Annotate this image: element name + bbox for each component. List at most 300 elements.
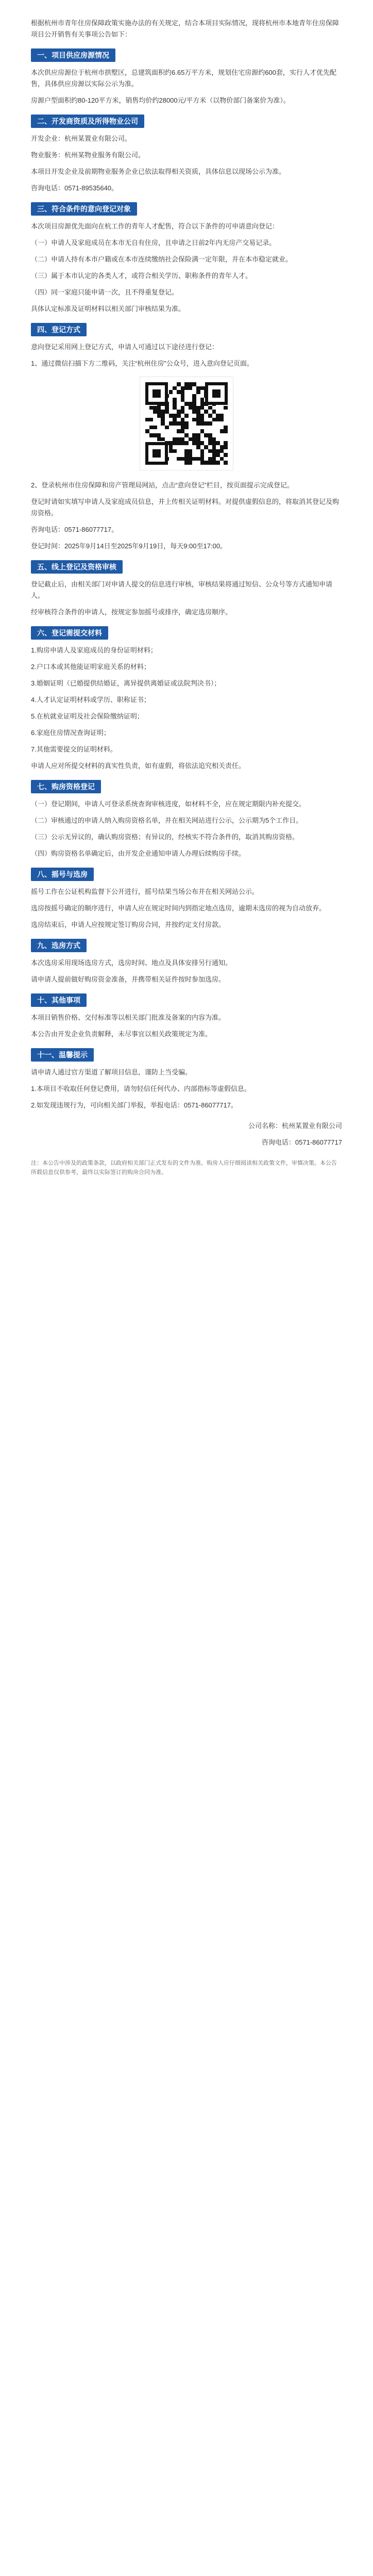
qr-module: [192, 445, 196, 449]
qr-module: [220, 421, 224, 426]
qr-module: [196, 453, 200, 457]
section-3-paragraph: （一）申请人及家庭成员在本市无自有住房，且申请之日前2年内无房产交易记录。: [31, 239, 276, 247]
qr-module: [169, 390, 173, 394]
section-10-paragraph: 本项目销售价格、交付标准等以相关部门批准及备案的内容为准。: [31, 1014, 226, 1021]
qr-module: [169, 406, 173, 410]
qr-module: [189, 394, 193, 398]
qr-module: [149, 418, 154, 422]
qr-module: [184, 418, 189, 422]
qr-module: [200, 437, 205, 442]
qr-module: [169, 461, 173, 465]
qr-module: [161, 433, 165, 437]
qr-module: [177, 429, 181, 433]
qr-module: [173, 386, 177, 390]
qr-module: [204, 429, 208, 433]
qr-module: [208, 461, 212, 465]
section-4-paragraph: 登记时间：2025年9月14日至2025年9月19日，每天9:00至17:00。: [31, 542, 227, 550]
qr-module: [204, 406, 208, 410]
qr-module: [208, 406, 212, 410]
qr-module: [157, 406, 161, 410]
qr-finder-icon: [145, 382, 168, 405]
qr-module: [200, 453, 205, 457]
qr-module: [173, 414, 177, 418]
qr-module: [224, 418, 228, 422]
qr-module: [184, 421, 189, 426]
qr-module: [173, 390, 177, 394]
qr-module: [189, 437, 193, 442]
section-6-paragraph: 3.婚姻证明（已婚提供结婚证，离异提供离婚证或法院判决书）；: [31, 679, 221, 687]
qr-module: [200, 382, 205, 386]
qr-module: [200, 421, 205, 426]
qr-module: [220, 453, 224, 457]
qr-module: [169, 394, 173, 398]
qr-module: [153, 429, 157, 433]
qr-module: [208, 410, 212, 414]
qr-module: [181, 410, 185, 414]
qr-module: [173, 445, 177, 449]
qr-module: [192, 441, 196, 445]
qr-module: [224, 429, 228, 433]
qr-module: [145, 426, 149, 430]
qr-module: [208, 441, 212, 445]
qr-module: [196, 394, 200, 398]
qr-module: [220, 445, 224, 449]
section-8: [31, 868, 342, 881]
section-7: [31, 780, 342, 793]
section-5-title: 五、线上登记及资格审核: [31, 560, 123, 574]
qr-module: [200, 414, 205, 418]
section-6-paragraph: 7.其他需要提交的证明材料。: [31, 745, 117, 753]
qr-module: [208, 457, 212, 461]
qr-module: [149, 421, 154, 426]
qr-module: [184, 402, 189, 406]
qr-module: [145, 437, 149, 442]
qr-module: [192, 406, 196, 410]
qr-module: [200, 457, 205, 461]
qr-module: [224, 461, 228, 465]
section-4-paragraph: 意向登记采用网上登记方式，申请人可通过以下途径进行登记：: [31, 343, 219, 351]
section-6: [31, 626, 342, 640]
qr-module: [224, 445, 228, 449]
qr-module: [204, 449, 208, 453]
qr-module: [208, 433, 212, 437]
qr-module: [192, 418, 196, 422]
qr-module: [181, 402, 185, 406]
qr-module: [149, 429, 154, 433]
qr-module: [208, 453, 212, 457]
qr-module: [189, 445, 193, 449]
qr-module: [169, 445, 173, 449]
qr-module: [200, 406, 205, 410]
qr-module: [177, 386, 181, 390]
section-3-paragraph: （二）申请人持有本市户籍或在本市连续缴纳社会保险满一定年限，并在本市稳定就业。: [31, 255, 293, 263]
section-5: [31, 560, 342, 574]
qr-module: [204, 414, 208, 418]
qr-module: [204, 453, 208, 457]
section-6-paragraph: 6.家庭住房情况查询证明；: [31, 729, 110, 737]
qr-module: [212, 457, 216, 461]
qr-module: [224, 437, 228, 442]
qr-module: [169, 410, 173, 414]
qr-module: [216, 429, 220, 433]
qr-module: [216, 421, 220, 426]
qr-module: [196, 421, 200, 426]
section-1-paragraph: 本次供应房源位于杭州市拱墅区，总建筑面积约6.65万平方米，规划住宅房源约600套，实行人才优先配售，具体供应房源以实际公示为准。: [31, 69, 336, 88]
qr-module: [189, 406, 193, 410]
qr-module: [157, 410, 161, 414]
qr-module: [173, 433, 177, 437]
qr-module: [177, 453, 181, 457]
qr-module: [196, 449, 200, 453]
qr-module: [212, 437, 216, 442]
qr-module: [169, 429, 173, 433]
section-11-paragraph: 1.本项目不收取任何登记费用，请勿轻信任何代办、内部指标等虚假信息。: [31, 1085, 251, 1093]
qr-module: [212, 461, 216, 465]
qr-module: [200, 410, 205, 414]
qr-module: [161, 421, 165, 426]
qr-module: [196, 398, 200, 402]
section-8-paragraph: 选房按摇号确定的顺序进行，申请人应在规定时间内到指定地点选房，逾期未选房的视为自动放弃。: [31, 904, 326, 912]
qr-module: [192, 453, 196, 457]
qr-module: [196, 382, 200, 386]
section-2-paragraph: 开发企业：杭州某置业有限公司。: [31, 135, 132, 142]
qr-module: [169, 418, 173, 422]
qr-module: [192, 429, 196, 433]
qr-module: [157, 414, 161, 418]
qr-module: [196, 426, 200, 430]
qr-module: [192, 437, 196, 442]
qr-module: [165, 421, 169, 426]
qr-module: [177, 394, 181, 398]
qr-module: [165, 414, 169, 418]
qr-module: [181, 453, 185, 457]
qr-module: [189, 398, 193, 402]
qr-module: [173, 426, 177, 430]
qr-module: [157, 429, 161, 433]
section-3: [31, 202, 342, 216]
qr-module: [169, 426, 173, 430]
section-8-paragraph: 摇号工作在公证机构监督下公开进行，摇号结果当场公布并在相关网站公示。: [31, 888, 259, 895]
qr-module: [173, 437, 177, 442]
qr-module: [173, 453, 177, 457]
qr-module: [189, 461, 193, 465]
intro-paragraph: 根据杭州市青年住房保障政策实施办法的有关规定，结合本项目实际情况，现将杭州市本地青年住房保障项目公开销售有关事项公告如下：: [31, 19, 340, 38]
qr-module: [181, 394, 185, 398]
qr-module: [173, 382, 177, 386]
qr-module: [200, 394, 205, 398]
qr-module: [224, 441, 228, 445]
qr-module: [149, 426, 154, 430]
qr-module: [208, 437, 212, 442]
qr-module: [189, 429, 193, 433]
qr-module: [145, 433, 149, 437]
section-9-paragraph: 请申请人提前做好购房资金准备，并携带相关证件按时参加选房。: [31, 975, 226, 983]
section-1-paragraph: 房源户型面积约80-120平方米，销售均价约28000元/平方米（以物价部门备案价为准）。: [31, 96, 290, 104]
section-8-title: 八、摇号与选房: [31, 868, 94, 881]
qr-module: [177, 421, 181, 426]
qr-module: [165, 433, 169, 437]
qr-module: [169, 398, 173, 402]
qr-module: [204, 461, 208, 465]
section-4-paragraph: 登记时请如实填写申请人及家庭成员信息，并上传相关证明材料。对提供虚假信息的，将取消其登记及购房资格。: [31, 498, 340, 517]
qr-module: [173, 418, 177, 422]
qr-module: [153, 433, 157, 437]
qr-module: [189, 433, 193, 437]
qr-module: [196, 429, 200, 433]
qr-module: [196, 461, 200, 465]
qr-module: [181, 433, 185, 437]
qr-module: [177, 398, 181, 402]
section-4-sub-paragraph: 1、通过微信扫描下方二维码，关注“杭州住房”公众号，进入意向登记页面。: [31, 360, 253, 367]
qr-module: [173, 429, 177, 433]
section-2-paragraph: 物业服务：杭州某物业服务有限公司。: [31, 151, 145, 159]
qr-module: [177, 433, 181, 437]
qr-module: [184, 414, 189, 418]
qr-module: [204, 410, 208, 414]
qr-module: [196, 445, 200, 449]
qr-module: [192, 421, 196, 426]
qr-module: [145, 429, 149, 433]
qr-module: [208, 445, 212, 449]
section-6-paragraph: 4.人才认定证明材料或学历、职称证书；: [31, 696, 150, 704]
qr-module: [224, 421, 228, 426]
qr-module: [161, 414, 165, 418]
qr-module: [184, 406, 189, 410]
qr-module: [161, 437, 165, 442]
qr-module: [224, 453, 228, 457]
qr-module: [208, 414, 212, 418]
qr-module: [189, 426, 193, 430]
qr-module: [181, 461, 185, 465]
qr-module: [200, 441, 205, 445]
section-4-title: 四、登记方式: [31, 323, 87, 336]
qr-module: [145, 418, 149, 422]
qr-module: [196, 414, 200, 418]
qr-module: [192, 461, 196, 465]
qr-module: [169, 382, 173, 386]
qr-module: [181, 441, 185, 445]
qr-module: [204, 457, 208, 461]
qr-module: [220, 437, 224, 442]
qr-module: [200, 449, 205, 453]
qr-module: [181, 386, 185, 390]
qr-module: [220, 414, 224, 418]
qr-module: [216, 437, 220, 442]
qr-module: [212, 449, 216, 453]
section-6-paragraph: 1.购房申请人及家庭成员的身份证明材料；: [31, 646, 157, 654]
qr-module: [181, 421, 185, 426]
qr-module: [196, 386, 200, 390]
qr-module: [165, 437, 169, 442]
wechat-qr-code[interactable]: [140, 377, 233, 470]
qr-module: [177, 441, 181, 445]
qr-module: [161, 406, 165, 410]
qr-module: [212, 445, 216, 449]
qr-module: [161, 426, 165, 430]
section-3-paragraph: （四）同一家庭只能申请一次，且不得重复登记。: [31, 288, 179, 296]
qr-module: [189, 386, 193, 390]
qr-finder-icon: [145, 442, 168, 465]
qr-module: [189, 410, 193, 414]
qr-module: [165, 418, 169, 422]
qr-module: [200, 426, 205, 430]
qr-module: [169, 421, 173, 426]
qr-module: [181, 406, 185, 410]
section-3-paragraph: （三）属于本市认定的各类人才，或符合相关学历、职称条件的青年人才。: [31, 272, 252, 280]
qr-module: [181, 426, 185, 430]
qr-module: [196, 418, 200, 422]
qr-module: [173, 461, 177, 465]
qr-module: [196, 406, 200, 410]
qr-module: [184, 386, 189, 390]
qr-module: [145, 410, 149, 414]
qr-module: [212, 410, 216, 414]
qr-module: [204, 437, 208, 442]
qr-module: [161, 429, 165, 433]
qr-module: [212, 414, 216, 418]
qr-module: [153, 414, 157, 418]
qr-module: [212, 406, 216, 410]
section-3-paragraph: 具体认定标准及证明材料以相关部门审核结果为准。: [31, 305, 185, 313]
qr-module: [173, 402, 177, 406]
qr-module: [169, 402, 173, 406]
qr-module: [192, 457, 196, 461]
qr-module: [184, 457, 189, 461]
qr-module: [224, 410, 228, 414]
qr-module: [169, 449, 173, 453]
qr-module: [196, 441, 200, 445]
section-10-paragraph: 本公告由开发企业负责解释，未尽事宜以相关政策规定为准。: [31, 1030, 212, 1038]
section-9: [31, 939, 342, 952]
qr-module: [173, 449, 177, 453]
qr-module: [149, 414, 154, 418]
qr-module: [181, 418, 185, 422]
section-2-paragraph: 咨询电话：0571-89535640。: [31, 184, 118, 192]
qr-module: [196, 410, 200, 414]
qr-module: [184, 453, 189, 457]
qr-module: [224, 406, 228, 410]
qr-module: [184, 390, 189, 394]
qr-module: [192, 414, 196, 418]
qr-module: [224, 449, 228, 453]
qr-module: [181, 398, 185, 402]
section-9-paragraph: 本次选房采用现场选房方式，选房时间、地点及具体安排另行通知。: [31, 959, 232, 967]
intro-block: [31, 18, 342, 40]
qr-module: [196, 390, 200, 394]
qr-module: [177, 390, 181, 394]
qr-module: [216, 453, 220, 457]
qr-module: [216, 461, 220, 465]
section-5-paragraph: 经审核符合条件的申请人，按规定参加摇号或排序，确定选房顺序。: [31, 608, 232, 616]
qr-module: [189, 453, 193, 457]
qr-module: [157, 433, 161, 437]
qr-module: [212, 426, 216, 430]
qr-module: [212, 441, 216, 445]
qr-module: [216, 441, 220, 445]
qr-module: [208, 421, 212, 426]
section-4-paragraph: 咨询电话：0571-86077717。: [31, 526, 118, 533]
qr-module: [181, 382, 185, 386]
qr-module: [177, 406, 181, 410]
qr-module: [204, 433, 208, 437]
qr-module: [189, 418, 193, 422]
section-6-paragraph: 申请人应对所提交材料的真实性负责，如有虚假，将依法追究相关责任。: [31, 762, 246, 770]
qr-module: [220, 449, 224, 453]
qr-module: [165, 429, 169, 433]
qr-module: [189, 414, 193, 418]
qr-module: [177, 426, 181, 430]
section-5-paragraph: 登记截止后，由相关部门对申请人提交的信息进行审核，审核结果将通过短信、公众号等方式通知申请人。: [31, 580, 333, 599]
qr-module: [169, 441, 173, 445]
qr-module: [208, 418, 212, 422]
qr-module: [189, 390, 193, 394]
qr-module: [153, 426, 157, 430]
qr-module: [177, 449, 181, 453]
qr-module: [220, 406, 224, 410]
qr-module: [173, 406, 177, 410]
qr-module: [189, 449, 193, 453]
qr-module: [177, 402, 181, 406]
qr-module: [189, 402, 193, 406]
qr-module: [220, 433, 224, 437]
qr-module: [161, 410, 165, 414]
qr-module: [165, 426, 169, 430]
qr-module: [200, 418, 205, 422]
qr-module: [192, 386, 196, 390]
qr-finder-icon: [205, 382, 228, 405]
qr-module: [189, 457, 193, 461]
qr-module: [169, 386, 173, 390]
qr-module: [192, 394, 196, 398]
qr-module: [224, 414, 228, 418]
qr-module: [177, 382, 181, 386]
section-7-title: 七、购房资格登记: [31, 780, 101, 793]
qr-module: [177, 445, 181, 449]
qr-module: [157, 418, 161, 422]
qr-module: [184, 426, 189, 430]
qr-module: [208, 429, 212, 433]
qr-module: [149, 433, 154, 437]
footer-note: 注：本公告中涉及的政策条款，以政府相关部门正式发布的文件为准。购房人应仔细阅读相关政策文件，审慎决策。本公告所载信息仅供参考，最终以实际签订的购房合同为准。: [31, 1160, 337, 1176]
qr-module: [216, 449, 220, 453]
qr-module: [181, 390, 185, 394]
qr-module: [216, 457, 220, 461]
qr-module: [169, 433, 173, 437]
qr-module: [216, 426, 220, 430]
section-7-paragraph: （二）审核通过的申请人纳入购房资格名单，并在相关网站进行公示，公示期为5个工作日。: [31, 817, 303, 824]
qr-module: [224, 433, 228, 437]
qr-module: [169, 453, 173, 457]
section-11-title: 十一、温馨提示: [31, 1048, 94, 1062]
qr-module: [157, 426, 161, 430]
qr-module: [177, 437, 181, 442]
section-9-title: 九、选房方式: [31, 939, 87, 952]
qr-module: [216, 410, 220, 414]
qr-module: [173, 441, 177, 445]
qr-module: [212, 429, 216, 433]
qr-module: [181, 437, 185, 442]
qr-module: [192, 402, 196, 406]
qr-module: [189, 441, 193, 445]
qr-module: [184, 382, 189, 386]
qr-module: [189, 382, 193, 386]
qr-module: [200, 445, 205, 449]
qr-module: [157, 421, 161, 426]
section-6-paragraph: 5.在杭就业证明及社会保险缴纳证明；: [31, 712, 144, 720]
qr-module: [153, 421, 157, 426]
qr-module: [173, 421, 177, 426]
section-2-title: 二、开发商资质及所得物业公司: [31, 115, 144, 128]
